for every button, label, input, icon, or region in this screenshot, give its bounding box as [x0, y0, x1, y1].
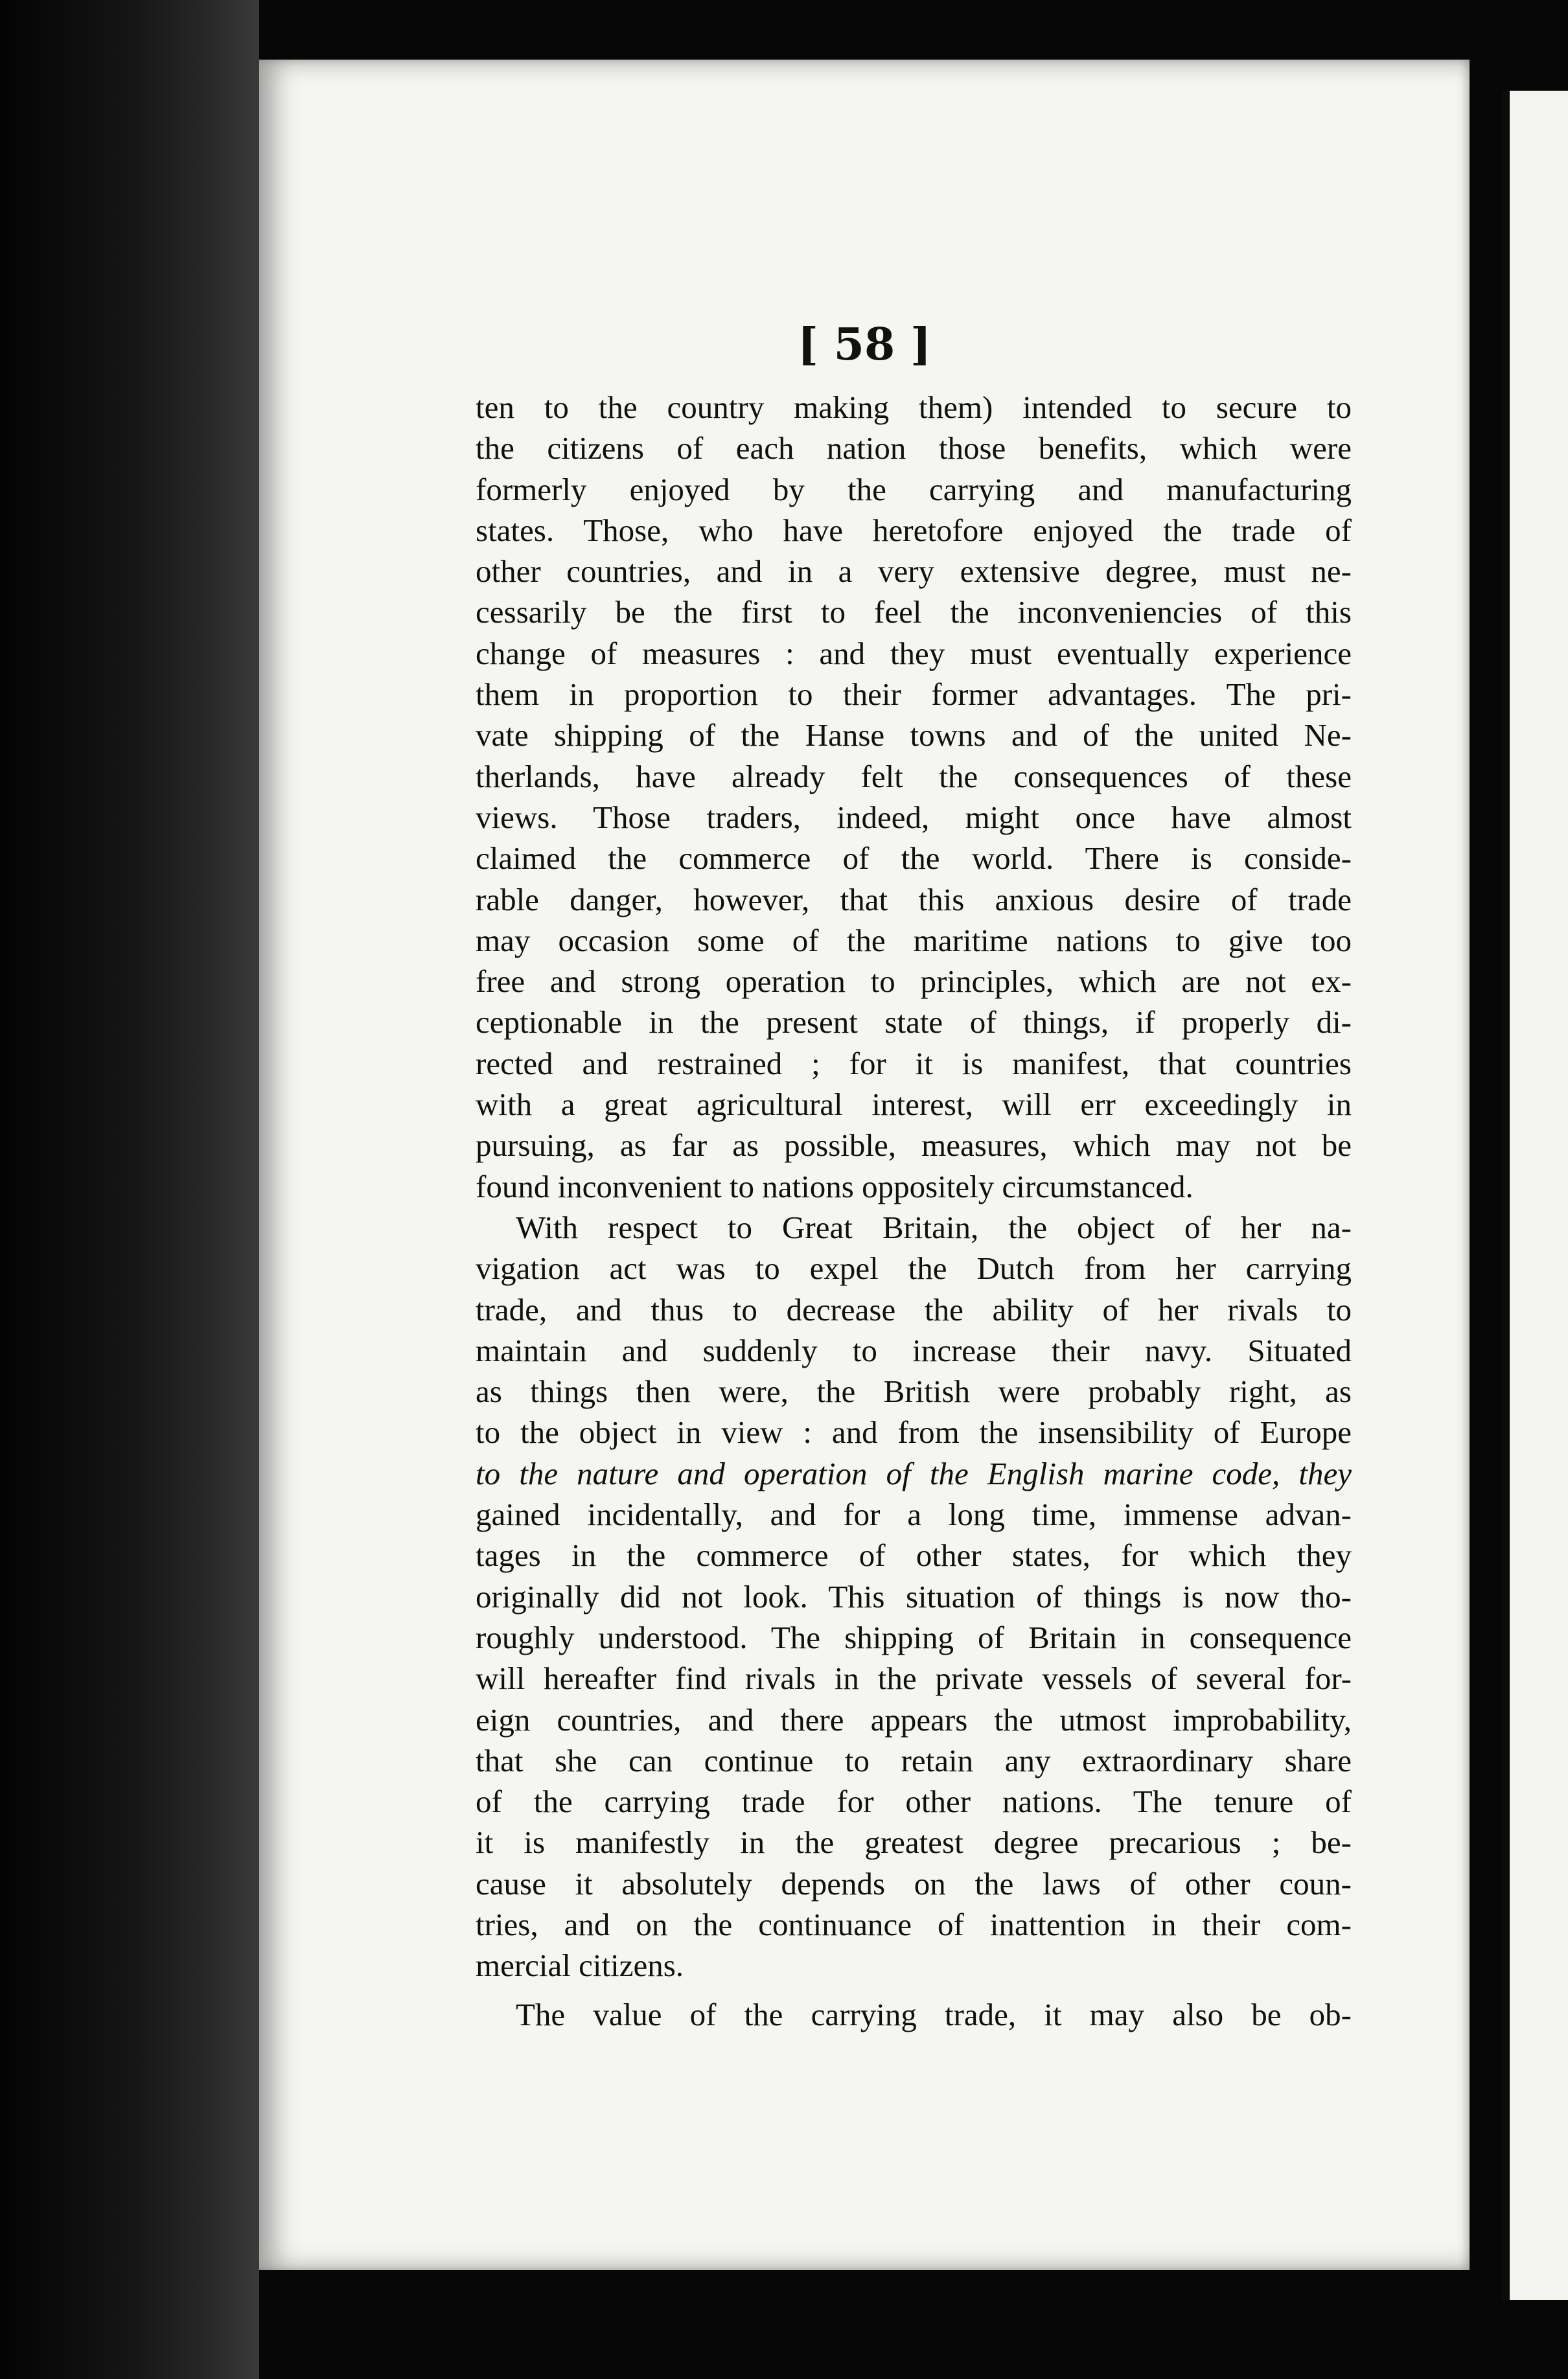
text-line: mercial citizens. [476, 1948, 684, 1984]
text-line: tages in the commerce of other states, for which they [476, 1537, 1352, 1574]
paragraph-1 [476, 387, 1352, 1207]
text-line: With respect to Great Britain, the object of her na- [516, 1209, 1352, 1245]
text-line: as things then were, the British were probably right, as [476, 1373, 1352, 1410]
text-line: of the carrying trade for other nations. The tenure of [476, 1784, 1352, 1820]
text-line: ten to the country making them) intended to secure to [476, 389, 1352, 425]
text-line: it is manifestly in the greatest degree precarious ; be- [476, 1824, 1352, 1861]
text-line: vate shipping of the Hanse towns and of the united Ne- [476, 717, 1352, 753]
text-line: rected and restrained ; for it is manifest, that countries [476, 1045, 1352, 1081]
text-line: the citizens of each nation those benefits, which were [476, 430, 1352, 466]
text-line: pursuing, as far as possible, measures, which may not be [476, 1127, 1352, 1164]
book-binding-shadow [0, 0, 259, 2379]
text-line: them in proportion to their former advantages. The pri- [476, 676, 1352, 713]
paragraph-2 [476, 1207, 1352, 1986]
text-line: roughly understood. The shipping of Britain in consequence [476, 1619, 1352, 1655]
book-page [259, 60, 1470, 2270]
text-line: formerly enjoyed by the carrying and manufacturing [476, 471, 1352, 507]
text-line: will hereafter find rivals in the private vessels of several for- [476, 1661, 1352, 1697]
text-line: originally did not look. This situation of things is now tho- [476, 1578, 1352, 1615]
text-line: cause it absolutely depends on the laws of other coun- [476, 1865, 1352, 1902]
text-line: other countries, and in a very extensive degree, must ne- [476, 553, 1352, 590]
text-line: change of measures : and they must eventually experience [476, 635, 1352, 671]
body-text [476, 387, 1352, 2035]
text-line: maintain and suddenly to increase their navy. Situated [476, 1332, 1352, 1368]
text-line: cessarily be the first to feel the inconveniencies of this [476, 594, 1352, 630]
text-line: tries, and on the continuance of inattention in their com- [476, 1906, 1352, 1942]
text-line: views. Those traders, indeed, might once have almost [476, 799, 1352, 835]
text-line: states. Those, who have heretofore enjoyed the trade of [476, 512, 1352, 548]
text-line: that she can continue to retain any extraordinary share [476, 1742, 1352, 1778]
facing-page-edge [1502, 91, 1568, 2300]
text-line: to the object in view : and from the insensibility of Europe [476, 1414, 1352, 1451]
text-line: found inconvenient to nations oppositely circumstanced. [476, 1168, 1193, 1204]
text-line: free and strong operation to principles, which are not ex- [476, 963, 1352, 1000]
text-line: rable danger, however, that this anxious desire of trade [476, 881, 1352, 917]
paragraph-3 [476, 1994, 1352, 2035]
text-line: claimed the commerce of the world. There is conside- [476, 840, 1352, 877]
text-line: vigation act was to expel the Dutch from her carrying [476, 1250, 1352, 1287]
text-line-italic: to the nature and operation of the English marine code, they [476, 1455, 1352, 1491]
text-line: may occasion some of the maritime nations to give too [476, 922, 1352, 958]
text-line: ceptionable in the present state of things, if properly di- [476, 1004, 1352, 1040]
text-line: trade, and thus to decrease the ability of her rivals to [476, 1291, 1352, 1327]
text-line: with a great agricultural interest, will err exceedingly in [476, 1086, 1352, 1123]
text-line: gained incidentally, and for a long time, immense advan- [476, 1497, 1352, 1533]
text-line: eign countries, and there appears the utmost improbability, [476, 1701, 1352, 1738]
text-line: The value of the carrying trade, it may also be ob- [516, 1996, 1352, 2032]
page-number: [ 58 ] [797, 319, 932, 371]
text-line: therlands, have already felt the consequences of these [476, 758, 1352, 794]
